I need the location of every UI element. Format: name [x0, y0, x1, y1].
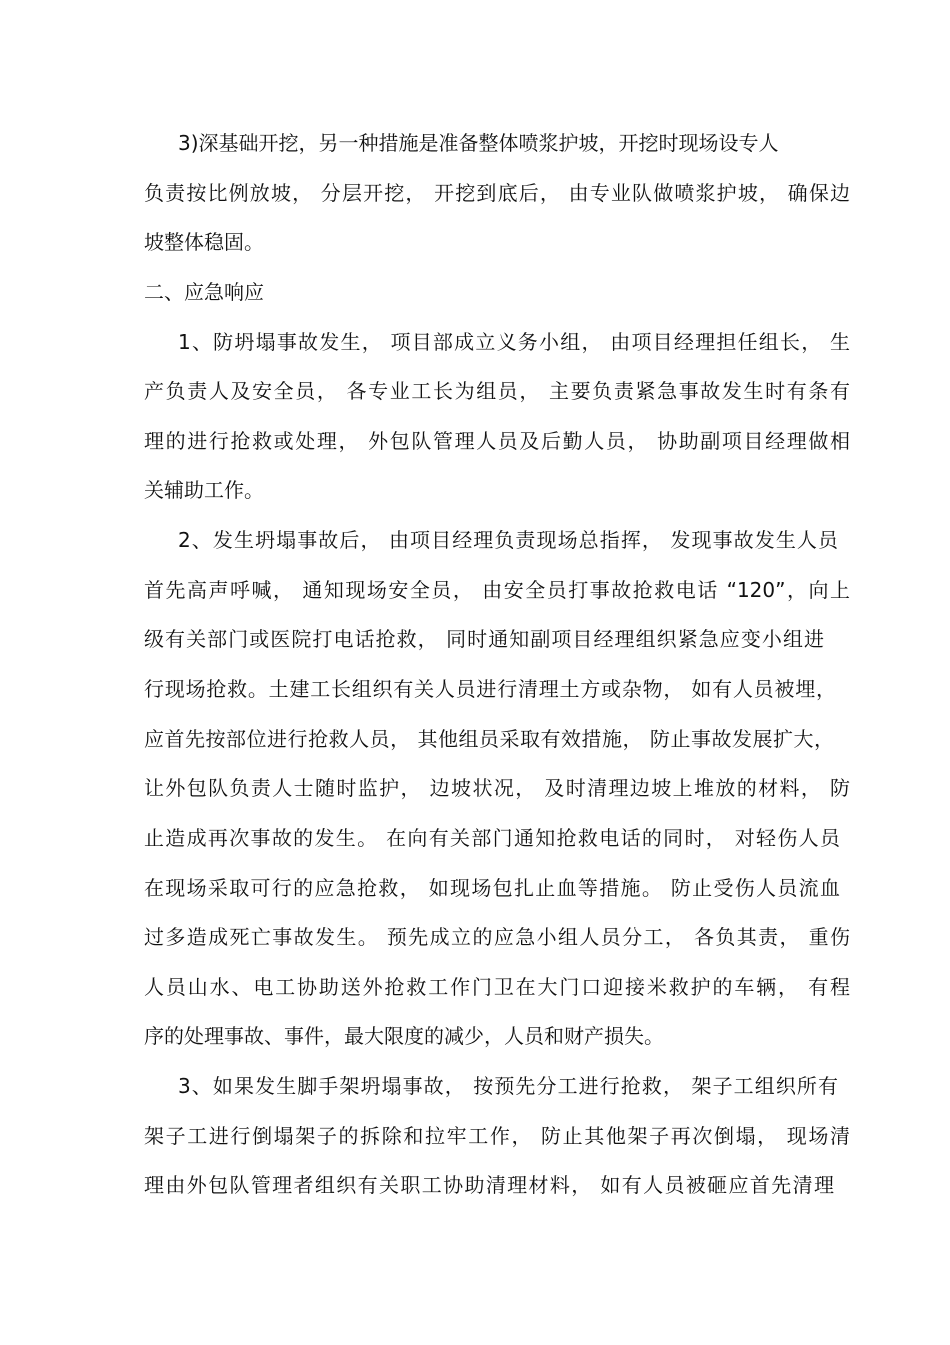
text-line: 应首先按部位进行抢救人员， 其他组员采取有效措施， 防止事故发展扩大，: [144, 727, 834, 751]
text-line: 2、发生坍塌事故后， 由项目经理负责现场总指挥， 发现事故发生人员: [178, 528, 838, 552]
text-line: 1、防坍塌事故发生， 项目部成立义务小组， 由项目经理担任组长， 生: [178, 330, 850, 354]
text-line: 让外包队负责人士随时监护， 边坡状况， 及时清理边坡上堆放的材料， 防: [144, 776, 850, 800]
text-line: 关辅助工作。: [144, 478, 264, 502]
text-line: 人员山水、电工协助送外抢救工作门卫在大门口迎接米救护的车辆， 有程: [144, 975, 850, 999]
text-line: 首先高声呼喊， 通知现场安全员， 由安全员打事故抢救电话 “120”，向上: [144, 578, 850, 602]
text-line: 负责按比例放坡， 分层开挖， 开挖到底后， 由专业队做喷浆护坡， 确保边: [144, 181, 850, 205]
text-line: 坡整体稳固。: [144, 230, 264, 254]
text-line: 3、如果发生脚手架坍塌事故， 按预先分工进行抢救， 架子工组织所有: [178, 1074, 838, 1098]
text-line: 理的进行抢救或处理， 外包队管理人员及后勤人员， 协助副项目经理做相: [144, 429, 850, 453]
text-line: 序的处理事故、事件，最大限度的减少，人员和财产损失。: [144, 1024, 664, 1048]
text-line: 产负责人及安全员， 各专业工长为组员， 主要负责紧急事故发生时有条有: [144, 379, 850, 403]
text-line: 级有关部门或医院打电话抢救， 同时通知副项目经理组织紧急应变小组进: [144, 627, 824, 651]
text-line: 行现场抢救。土建工长组织有关人员进行清理土方或杂物， 如有人员被埋，: [144, 677, 836, 701]
text-line: 过多造成死亡事故发生。 预先成立的应急小组人员分工， 各负其责， 重伤: [144, 925, 850, 949]
section-heading: 二、应急响应: [144, 280, 264, 304]
text-line: 止造成再次事故的发生。 在向有关部门通知抢救电话的同时， 对轻伤人员: [144, 826, 840, 850]
text-line: 在现场采取可行的应急抢救， 如现场包扎止血等措施。 防止受伤人员流血: [144, 876, 840, 900]
text-line: 理由外包队管理者组织有关职工协助清理材料， 如有人员被砸应首先清理: [144, 1173, 834, 1197]
text-line: 3)深基础开挖，另一种措施是准备整体喷浆护坡，开挖时现场设专人: [178, 131, 779, 155]
text-line: 架子工进行倒塌架子的拆除和拉牢工作， 防止其他架子再次倒塌， 现场清: [144, 1124, 850, 1148]
